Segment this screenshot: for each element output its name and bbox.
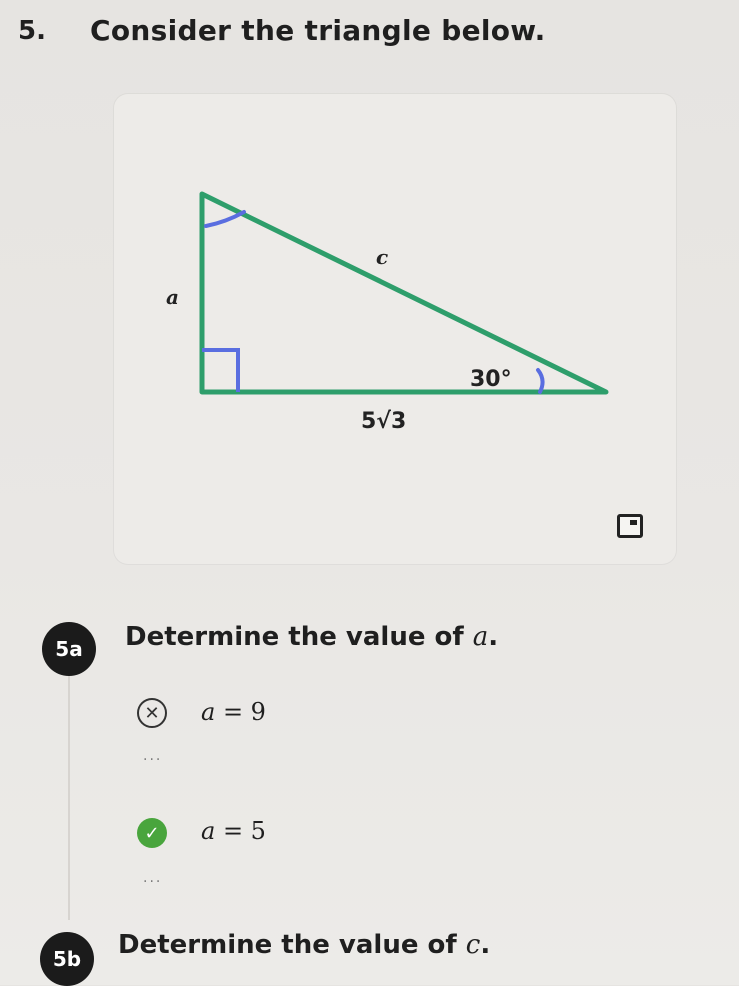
step-5b-prompt-var: c — [465, 930, 481, 960]
more-options-icon[interactable]: ··· — [143, 752, 163, 768]
thirty-degree-arc — [538, 370, 543, 392]
check-circle-icon: ✓ — [137, 818, 167, 848]
step-5a-prompt-var: a — [472, 622, 489, 652]
right-angle-marker — [202, 350, 238, 392]
answer-incorrect — [201, 698, 266, 726]
answer-incorrect-var: a — [201, 698, 216, 726]
triangle-figure-card — [114, 94, 676, 564]
step-badge-5a: 5a — [42, 622, 96, 676]
side-c-label: c — [376, 245, 389, 269]
base-label: 5√3 — [361, 409, 407, 434]
x-circle-icon: ✕ — [137, 698, 167, 728]
step-5a-prompt — [125, 622, 498, 652]
more-options-icon[interactable]: ··· — [143, 874, 163, 890]
triangle-diagram — [114, 94, 676, 564]
question-title: Consider the triangle below. — [90, 14, 546, 47]
side-a-label: a — [166, 285, 179, 309]
step-5b-prompt-text: Determine the value of — [118, 930, 466, 960]
expand-icon[interactable] — [617, 514, 643, 538]
right-triangle — [202, 194, 606, 392]
step-5b-prompt-suffix: . — [480, 930, 491, 960]
step-5b-prompt — [118, 930, 490, 960]
top-angle-arc — [206, 212, 244, 226]
step-5a-prompt-suffix: . — [488, 622, 499, 652]
answer-incorrect-text: = 9 — [215, 698, 266, 726]
answer-correct-text: = 5 — [215, 817, 266, 845]
answer-correct-var: a — [201, 817, 216, 845]
step-5a-prompt-text: Determine the value of — [125, 622, 473, 652]
question-number: 5. — [18, 16, 46, 46]
step-timeline-line — [68, 676, 70, 920]
answer-correct — [201, 817, 266, 845]
step-badge-5b: 5b — [40, 932, 94, 986]
angle-label: 30° — [470, 367, 512, 392]
